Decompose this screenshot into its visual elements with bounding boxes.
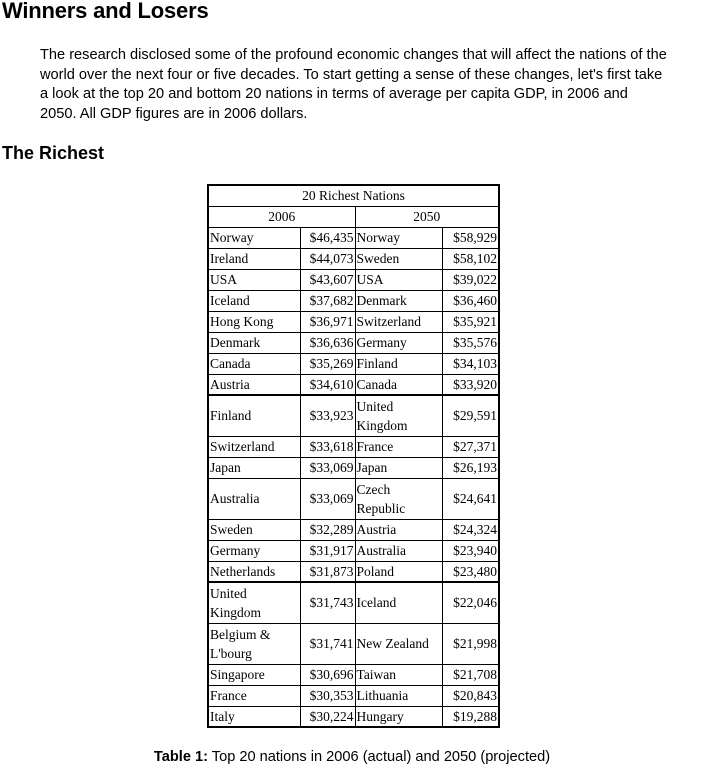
gdp-2006-cell: $34,610	[300, 374, 355, 395]
gdp-2050-cell: $23,480	[442, 561, 499, 582]
table-row	[208, 457, 499, 478]
country-2006-cell: France	[208, 685, 300, 706]
table-row	[208, 332, 499, 353]
section-heading: The Richest	[2, 143, 105, 163]
gdp-2006-cell: $46,435	[300, 227, 355, 248]
intro-paragraph: The research disclosed some of the profound economic changes that will affect the nations of the world over the next four or five decades. To start getting a sense of these changes, let's first take a look at the top 20 and bottom 20 nations in terms of average per capita GDP, in 2006 and 2050. All GDP figures are in 2006 dollars.	[40, 47, 667, 122]
country-2006-cell: Singapore	[208, 664, 300, 685]
country-2050-cell: Taiwan	[355, 664, 442, 685]
country-2050-cell: USA	[355, 269, 442, 290]
gdp-2006-cell: $31,917	[300, 540, 355, 561]
gdp-2050-cell: $39,022	[442, 269, 499, 290]
gdp-2050-cell: $35,921	[442, 311, 499, 332]
gdp-2006-cell: $32,289	[300, 519, 355, 540]
year-header-2050: 2050	[355, 206, 499, 227]
table-body	[208, 227, 499, 727]
gdp-2006-cell: $30,224	[300, 706, 355, 727]
table-row	[208, 561, 499, 582]
caption-text: Top 20 nations in 2006 (actual) and 2050 (projected)	[207, 749, 551, 765]
table-row	[208, 685, 499, 706]
table-title: 20 Richest Nations	[208, 185, 499, 206]
table-row	[208, 706, 499, 727]
country-2006-cell: Canada	[208, 353, 300, 374]
gdp-2050-cell: $19,288	[442, 706, 499, 727]
gdp-2050-cell: $21,998	[442, 623, 499, 664]
gdp-2006-cell: $36,636	[300, 332, 355, 353]
year-header-2006: 2006	[208, 206, 355, 227]
country-2050-cell: Japan	[355, 457, 442, 478]
gdp-2050-cell: $33,920	[442, 374, 499, 395]
country-2050-cell: Norway	[355, 227, 442, 248]
gdp-2050-cell: $26,193	[442, 457, 499, 478]
table-row	[208, 311, 499, 332]
gdp-2006-cell: $37,682	[300, 290, 355, 311]
country-2006-cell: Hong Kong	[208, 311, 300, 332]
table-row	[208, 353, 499, 374]
table-row	[208, 478, 499, 519]
country-2050-cell: United Kingdom	[355, 395, 442, 436]
gdp-2006-cell: $43,607	[300, 269, 355, 290]
country-2006-cell: Italy	[208, 706, 300, 727]
richest-nations-table	[207, 184, 500, 728]
gdp-2006-cell: $31,743	[300, 582, 355, 623]
table-row	[208, 227, 499, 248]
gdp-2050-cell: $24,324	[442, 519, 499, 540]
country-2006-cell: Norway	[208, 227, 300, 248]
gdp-2006-cell: $33,618	[300, 436, 355, 457]
country-2050-cell: Canada	[355, 374, 442, 395]
table-caption	[0, 749, 704, 765]
table-row	[208, 582, 499, 623]
country-2006-cell: Switzerland	[208, 436, 300, 457]
country-2050-cell: Austria	[355, 519, 442, 540]
country-2006-cell: Austria	[208, 374, 300, 395]
caption-label: Table 1:	[153, 749, 208, 765]
gdp-2006-cell: $30,696	[300, 664, 355, 685]
country-2006-cell: United Kingdom	[208, 582, 300, 623]
country-2006-cell: Ireland	[208, 248, 300, 269]
gdp-2050-cell: $23,940	[442, 540, 499, 561]
table-row	[208, 623, 499, 664]
page-title: Winners and Losers	[2, 0, 209, 23]
table-row	[208, 290, 499, 311]
country-2050-cell: Sweden	[355, 248, 442, 269]
country-2006-cell: Netherlands	[208, 561, 300, 582]
country-2006-cell: Belgium & L'bourg	[208, 623, 300, 664]
gdp-2050-cell: $34,103	[442, 353, 499, 374]
table-row	[208, 395, 499, 436]
country-2006-cell: USA	[208, 269, 300, 290]
gdp-2050-cell: $21,708	[442, 664, 499, 685]
country-2050-cell: Lithuania	[355, 685, 442, 706]
gdp-2006-cell: $31,741	[300, 623, 355, 664]
country-2006-cell: Sweden	[208, 519, 300, 540]
table-row	[208, 374, 499, 395]
gdp-2006-cell: $44,073	[300, 248, 355, 269]
country-2050-cell: New Zealand	[355, 623, 442, 664]
country-2050-cell: Switzerland	[355, 311, 442, 332]
country-2006-cell: Japan	[208, 457, 300, 478]
gdp-2006-cell: $30,353	[300, 685, 355, 706]
gdp-2050-cell: $58,929	[442, 227, 499, 248]
gdp-2050-cell: $29,591	[442, 395, 499, 436]
table-row	[208, 540, 499, 561]
country-2050-cell: Iceland	[355, 582, 442, 623]
country-2050-cell: Germany	[355, 332, 442, 353]
gdp-2006-cell: $33,069	[300, 457, 355, 478]
country-2050-cell: Hungary	[355, 706, 442, 727]
gdp-2006-cell: $33,069	[300, 478, 355, 519]
table-row	[208, 519, 499, 540]
country-2050-cell: Finland	[355, 353, 442, 374]
gdp-2006-cell: $33,923	[300, 395, 355, 436]
gdp-2050-cell: $24,641	[442, 478, 499, 519]
country-2006-cell: Germany	[208, 540, 300, 561]
country-2006-cell: Finland	[208, 395, 300, 436]
table-row	[208, 664, 499, 685]
country-2050-cell: Czech Republic	[355, 478, 442, 519]
gdp-2050-cell: $20,843	[442, 685, 499, 706]
table-row	[208, 269, 499, 290]
gdp-2050-cell: $22,046	[442, 582, 499, 623]
country-2050-cell: Australia	[355, 540, 442, 561]
gdp-2050-cell: $35,576	[442, 332, 499, 353]
country-2006-cell: Iceland	[208, 290, 300, 311]
gdp-2050-cell: $36,460	[442, 290, 499, 311]
gdp-2050-cell: $27,371	[442, 436, 499, 457]
gdp-2050-cell: $58,102	[442, 248, 499, 269]
country-2050-cell: Denmark	[355, 290, 442, 311]
country-2050-cell: Poland	[355, 561, 442, 582]
country-2006-cell: Denmark	[208, 332, 300, 353]
country-2050-cell: France	[355, 436, 442, 457]
table-row	[208, 248, 499, 269]
gdp-2006-cell: $31,873	[300, 561, 355, 582]
table-row	[208, 436, 499, 457]
country-2006-cell: Australia	[208, 478, 300, 519]
gdp-2006-cell: $36,971	[300, 311, 355, 332]
gdp-2006-cell: $35,269	[300, 353, 355, 374]
